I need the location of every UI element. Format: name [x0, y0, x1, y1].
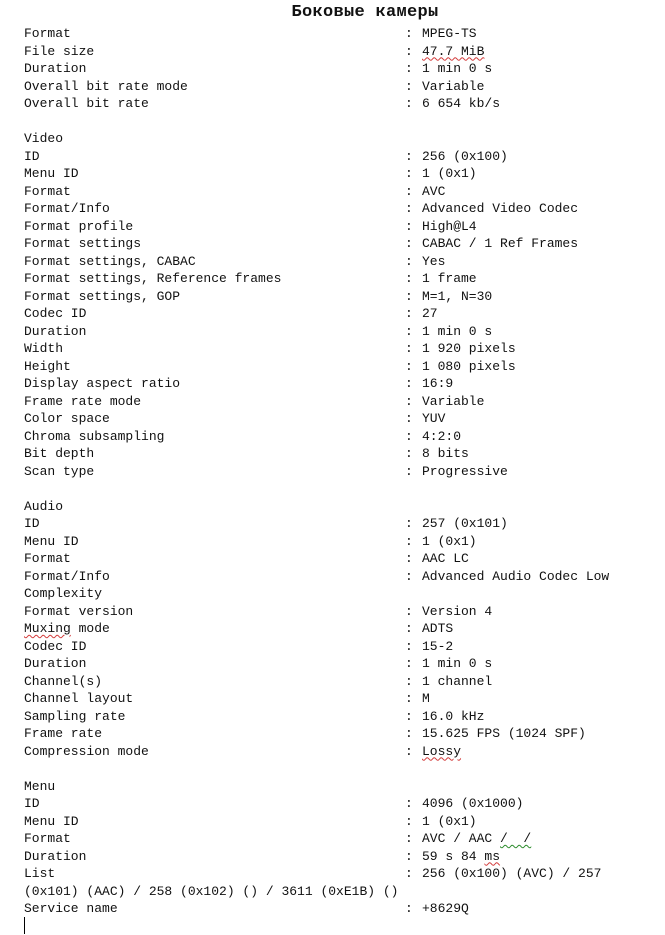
field-separator: : — [405, 166, 413, 181]
field-label: Duration — [24, 656, 87, 671]
field-separator: : — [405, 358, 413, 374]
field-value: Advanced Video Codec — [422, 201, 579, 216]
field-value: 15.625 FPS (1024 SPF) — [422, 726, 586, 741]
field-label: Menu ID — [24, 533, 79, 549]
field-label: Chroma subsampling — [24, 428, 165, 444]
info-row — [24, 813, 665, 831]
field-value: 257 (0x101) — [422, 516, 508, 531]
field-label: Channel(s) — [24, 673, 103, 689]
info-row — [24, 550, 665, 568]
field-separator: : — [405, 323, 413, 339]
field-separator: : — [405, 446, 413, 461]
info-row — [24, 900, 665, 918]
field-separator: : — [405, 341, 413, 356]
field-value: 1 min 0 s — [422, 61, 493, 76]
field-value — [422, 848, 500, 866]
field-separator: : — [405, 288, 413, 304]
field-value: 8 bits — [422, 446, 469, 461]
info-row — [24, 428, 665, 446]
field-label: Service name — [24, 901, 118, 916]
field-separator: : — [405, 551, 413, 566]
field-label: Compression mode — [24, 743, 149, 759]
page-title: Боковые камеры — [291, 3, 439, 22]
field-separator: : — [405, 568, 413, 584]
field-separator: : — [405, 638, 413, 654]
info-row — [24, 60, 665, 78]
field-value — [422, 830, 531, 848]
info-row — [24, 655, 665, 673]
field-separator: : — [405, 603, 413, 619]
field-label: Channel layout — [24, 691, 134, 706]
field-label: Format settings, CABAC — [24, 253, 196, 269]
wrap-line — [24, 585, 665, 603]
field-value: Lossy — [422, 743, 462, 759]
field-value: 1 (0x1) — [422, 166, 477, 181]
field-label: Duration — [24, 61, 87, 76]
field-label: Duration — [24, 323, 87, 339]
field-value: MPEG-TS — [422, 26, 477, 41]
section-heading-menu — [24, 778, 665, 796]
field-label: File size — [24, 43, 95, 59]
field-value: 4096 (0x1000) — [422, 796, 524, 811]
info-row — [24, 830, 665, 848]
info-row — [24, 743, 665, 761]
field-separator: : — [405, 848, 413, 864]
field-label: List — [24, 866, 56, 881]
field-label — [24, 620, 110, 638]
info-row — [24, 218, 665, 236]
field-label: Height — [24, 358, 71, 374]
field-separator: : — [405, 183, 413, 199]
field-label: Overall bit rate — [24, 96, 149, 111]
info-row — [24, 445, 665, 463]
field-value: 1 920 pixels — [422, 341, 516, 356]
field-separator: : — [405, 306, 413, 321]
info-row — [24, 340, 665, 358]
info-row — [24, 95, 665, 113]
field-label: Bit depth — [24, 446, 95, 461]
field-separator: : — [405, 236, 413, 251]
field-value: AAC LC — [422, 551, 469, 566]
field-label: Codec ID — [24, 638, 87, 654]
field-separator: : — [405, 901, 413, 916]
field-value: Progressive — [422, 463, 508, 479]
field-value: 1 (0x1) — [422, 813, 477, 829]
field-value: Yes — [422, 253, 446, 269]
field-separator: : — [405, 656, 413, 671]
field-value: 1 frame — [422, 271, 477, 286]
blank-line — [24, 760, 665, 778]
field-label: Format — [24, 26, 71, 41]
field-value: CABAC / 1 Ref Frames — [422, 236, 579, 251]
field-value: M — [422, 691, 430, 706]
field-value: +8629Q — [422, 901, 469, 916]
info-row — [24, 375, 665, 393]
field-separator: : — [405, 201, 413, 216]
field-separator: : — [405, 26, 413, 41]
info-row — [24, 358, 665, 376]
info-row — [24, 288, 665, 306]
field-separator: : — [405, 691, 413, 706]
field-label: Menu ID — [24, 166, 79, 181]
info-row — [24, 393, 665, 411]
field-separator: : — [405, 533, 413, 549]
section-heading-label: Menu — [24, 778, 56, 794]
field-value: YUV — [422, 411, 446, 426]
field-value: 256 (0x100) (AVC) / 257 — [422, 866, 602, 881]
field-value-tail: / / — [500, 831, 532, 846]
info-row — [24, 200, 665, 218]
field-value: 47.7 MiB — [422, 43, 485, 59]
field-value: 1 channel — [422, 673, 493, 689]
info-row — [24, 848, 665, 866]
field-label: Format — [24, 183, 71, 199]
field-label: Width — [24, 341, 64, 356]
field-label: Menu ID — [24, 813, 79, 829]
field-label: Format — [24, 831, 71, 846]
field-separator: : — [405, 43, 413, 59]
field-label: Format/Info — [24, 201, 110, 216]
field-separator: : — [405, 796, 413, 811]
field-separator: : — [405, 96, 413, 111]
field-value-unit: ms — [484, 848, 501, 864]
field-value: 15-2 — [422, 638, 454, 654]
info-row — [24, 253, 665, 271]
section-heading-video — [24, 130, 665, 148]
info-row — [24, 638, 665, 656]
field-separator: : — [405, 393, 413, 409]
info-row — [24, 865, 665, 883]
info-row — [24, 673, 665, 691]
field-label: Display aspect ratio — [24, 376, 181, 391]
field-label: Codec ID — [24, 306, 87, 321]
field-separator: : — [405, 376, 413, 391]
field-separator: : — [405, 218, 413, 234]
info-row — [24, 270, 665, 288]
field-separator: : — [405, 673, 413, 689]
field-value: 1 min 0 s — [422, 323, 493, 339]
field-value: Variable — [422, 78, 485, 94]
field-separator: : — [405, 516, 413, 531]
field-separator: : — [405, 253, 413, 269]
info-row — [24, 148, 665, 166]
field-label: Overall bit rate mode — [24, 78, 188, 94]
field-label: ID — [24, 516, 40, 531]
field-value: Version 4 — [422, 603, 493, 619]
field-separator: : — [405, 743, 413, 759]
field-label: Format — [24, 551, 71, 566]
field-value: Advanced Audio Codec Low — [422, 568, 610, 584]
info-row — [24, 725, 665, 743]
field-value: High@L4 — [422, 218, 477, 234]
info-row — [24, 708, 665, 726]
field-value: 16.0 kHz — [422, 708, 485, 724]
field-label: Sampling rate — [24, 708, 126, 724]
info-row — [24, 78, 665, 96]
field-value: 1 (0x1) — [422, 533, 477, 549]
info-row — [24, 165, 665, 183]
info-row — [24, 620, 665, 638]
field-value-main: 59 s 84 — [422, 848, 485, 864]
field-value-wrap: (0x101) (AAC) / 258 (0x102) () / 3611 (0xE1B) () — [24, 883, 399, 899]
field-value: Variable — [422, 393, 485, 409]
field-value-wrap: Complexity — [24, 586, 103, 601]
info-row — [24, 533, 665, 551]
field-label: Format settings, GOP — [24, 288, 181, 304]
field-separator: : — [405, 148, 413, 164]
info-row — [24, 515, 665, 533]
menu-section — [24, 795, 665, 830]
field-value: 6 654 kb/s — [422, 96, 501, 111]
field-value: ADTS — [422, 621, 454, 636]
field-value: 1 min 0 s — [422, 656, 493, 671]
field-label: Format profile — [24, 218, 134, 234]
field-separator: : — [405, 271, 413, 286]
section-heading-label: Audio — [24, 498, 64, 514]
field-label: ID — [24, 148, 40, 164]
field-label-word: Muxing — [24, 621, 71, 636]
info-row — [24, 568, 665, 586]
field-value: 27 — [422, 306, 438, 321]
field-label: Format settings — [24, 236, 142, 251]
field-separator: : — [405, 411, 413, 426]
info-row — [24, 795, 665, 813]
field-value: 4:2:0 — [422, 428, 462, 444]
field-value-main: AVC / AAC — [422, 831, 501, 846]
field-separator: : — [405, 726, 413, 741]
field-label: Frame rate mode — [24, 393, 142, 409]
info-row — [24, 25, 665, 43]
field-value: 256 (0x100) — [422, 148, 508, 164]
field-label: Frame rate — [24, 726, 103, 741]
video-section — [24, 148, 665, 481]
info-row — [24, 43, 665, 61]
blank-line — [24, 480, 665, 498]
field-label: Format/Info — [24, 568, 110, 584]
field-label: Format settings, Reference frames — [24, 271, 282, 286]
section-heading-label: Video — [24, 131, 64, 146]
audio-section-a — [24, 515, 665, 585]
field-label: ID — [24, 796, 40, 811]
field-label: Format version — [24, 603, 134, 619]
blank-line — [24, 113, 665, 131]
info-row — [24, 305, 665, 323]
field-separator: : — [405, 831, 413, 846]
field-label: Color space — [24, 411, 110, 426]
field-separator: : — [405, 708, 413, 724]
info-row — [24, 463, 665, 481]
field-value: 16:9 — [422, 376, 454, 391]
field-separator: : — [405, 78, 413, 94]
info-row — [24, 323, 665, 341]
info-row — [24, 690, 665, 708]
field-separator: : — [405, 621, 413, 636]
info-row — [24, 235, 665, 253]
field-value: 1 080 pixels — [422, 358, 516, 374]
text-cursor — [24, 917, 25, 934]
field-separator: : — [405, 866, 413, 881]
field-separator: : — [405, 463, 413, 479]
field-value: M=1, N=30 — [422, 288, 493, 304]
section-heading-audio — [24, 498, 665, 516]
mediainfo-report — [24, 25, 665, 918]
field-separator: : — [405, 813, 413, 829]
field-label: Duration — [24, 848, 87, 864]
info-row — [24, 183, 665, 201]
field-label: Scan type — [24, 463, 95, 479]
field-separator: : — [405, 61, 413, 76]
info-row — [24, 410, 665, 428]
wrap-line — [24, 883, 665, 901]
field-separator: : — [405, 428, 413, 444]
field-value: AVC — [422, 183, 446, 199]
field-label-rest: mode — [70, 621, 110, 636]
audio-section-b — [24, 638, 665, 743]
info-row — [24, 603, 665, 621]
